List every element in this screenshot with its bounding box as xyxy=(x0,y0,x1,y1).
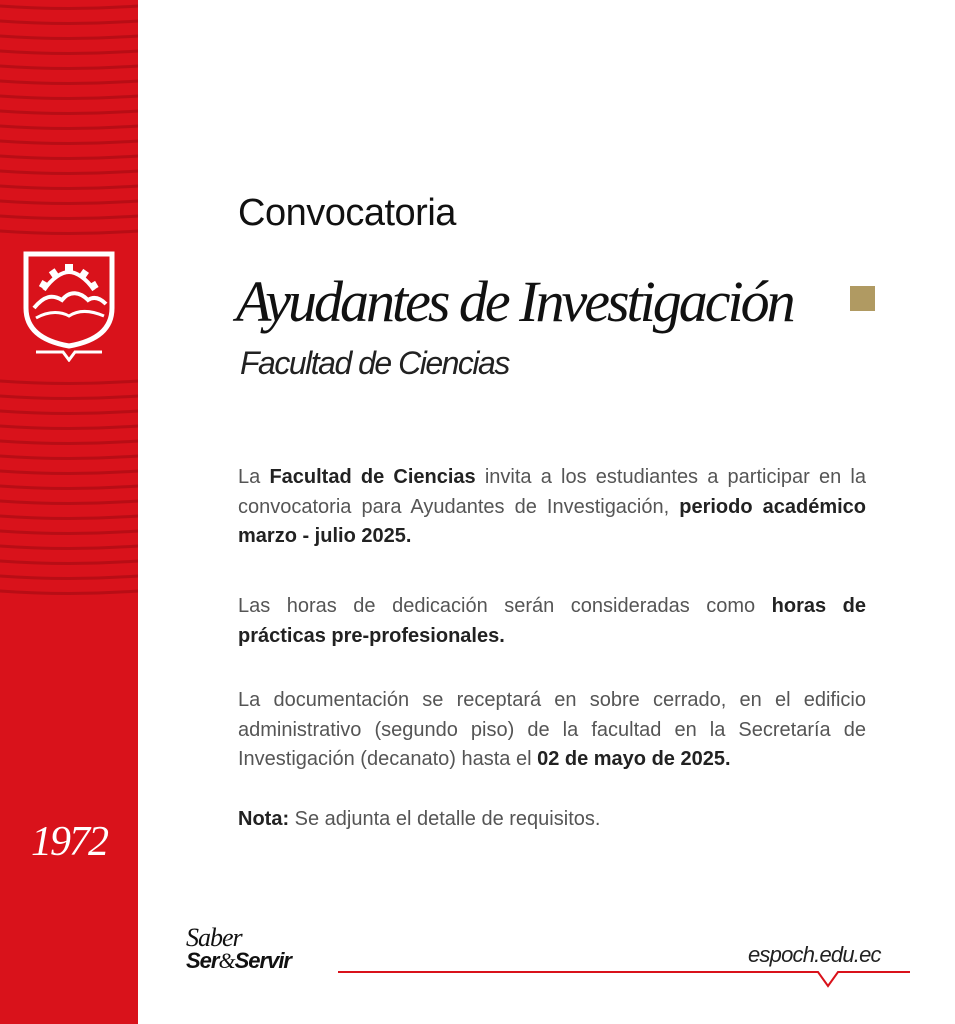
motto-logo xyxy=(186,923,336,973)
p1-bold-faculty: Facultad de Ciencias xyxy=(269,466,476,488)
decorative-stripe xyxy=(0,516,138,519)
decorative-stripe xyxy=(0,426,138,429)
decorative-stripe xyxy=(0,216,138,219)
decorative-stripe xyxy=(0,546,138,549)
decorative-stripe xyxy=(0,381,138,384)
decorative-stripe xyxy=(0,66,138,69)
p3-bold-deadline: 02 de mayo de 2025. xyxy=(537,748,731,770)
espoch-shield-logo xyxy=(22,250,116,362)
decorative-stripe xyxy=(0,111,138,114)
paragraph-hours xyxy=(238,592,866,651)
motto-saber: Saber xyxy=(186,923,242,952)
decorative-stripe xyxy=(0,471,138,474)
decorative-stripe xyxy=(0,51,138,54)
p4-text-1: Se adjunta el detalle de requisitos. xyxy=(289,808,601,830)
decorative-stripe xyxy=(0,141,138,144)
decorative-stripe xyxy=(0,156,138,159)
decorative-stripe xyxy=(0,171,138,174)
website-link[interactable]: espoch.edu.ec xyxy=(748,942,881,967)
decorative-stripe xyxy=(0,396,138,399)
sidebar-band xyxy=(0,0,138,1024)
decorative-stripe xyxy=(0,186,138,189)
paragraph-invitation xyxy=(238,463,866,552)
motto-ser-servir xyxy=(186,950,336,972)
faculty-subtitle: Facultad de Ciencias xyxy=(240,345,509,381)
decorative-stripe xyxy=(0,96,138,99)
p4-bold-note: Nota: xyxy=(238,808,290,830)
decorative-stripe xyxy=(0,21,138,24)
decorative-stripe xyxy=(0,501,138,504)
decorative-stripe xyxy=(0,456,138,459)
decorative-stripe xyxy=(0,591,138,594)
decorative-stripe xyxy=(0,441,138,444)
decorative-stripe xyxy=(0,486,138,489)
decorative-stripe xyxy=(0,411,138,414)
p3-text-1: La documentación se receptará en sobre cerrado, en el edificio administrativo (segundo piso) de la facultad en la Secretaría de Investigación (decanato) hasta el xyxy=(238,689,866,770)
decorative-stripe xyxy=(0,231,138,234)
p1-text-1: La xyxy=(238,466,270,488)
decorative-stripe xyxy=(0,201,138,204)
paragraph-note xyxy=(238,805,866,835)
motto-amp: & xyxy=(218,948,235,973)
decorative-stripe xyxy=(0,561,138,564)
decorative-stripe xyxy=(0,81,138,84)
founding-year: 1972 xyxy=(31,819,107,865)
p2-text-1: Las horas de dedicación serán consideradas como xyxy=(238,595,772,617)
gold-accent-square xyxy=(850,286,875,311)
motto-servir: Servir xyxy=(234,948,291,973)
paragraph-documentation xyxy=(238,686,866,775)
p1-text-2: invita a los estudiantes a participar en la convocatoria para Ayudantes de Investigación, xyxy=(238,466,866,518)
motto-ser: Ser xyxy=(186,948,219,973)
decorative-stripe xyxy=(0,126,138,129)
decorative-stripe xyxy=(0,531,138,534)
footer-divider-line xyxy=(338,962,910,996)
decorative-stripe xyxy=(0,36,138,39)
heading-convocatoria: Convocatoria xyxy=(238,192,456,234)
decorative-stripe xyxy=(0,576,138,579)
decorative-stripe xyxy=(0,6,138,9)
p1-bold-period: periodo académico marzo - julio 2025. xyxy=(238,495,866,547)
p2-bold-practices: horas de prácticas pre-profesionales. xyxy=(238,595,866,647)
main-title: Ayudantes de Investigación xyxy=(236,269,793,334)
